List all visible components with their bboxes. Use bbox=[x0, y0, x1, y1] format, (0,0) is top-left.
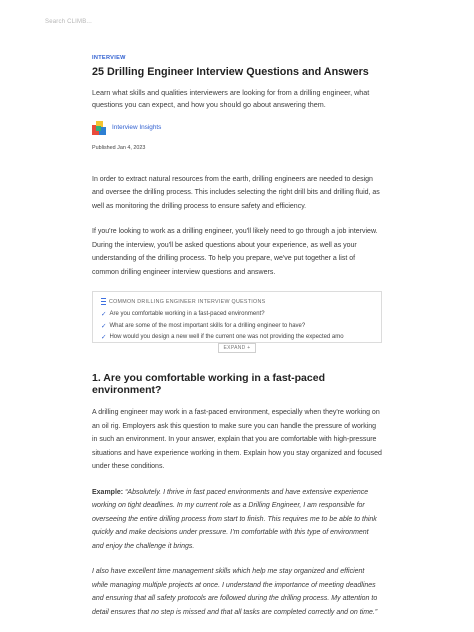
toc-item[interactable] bbox=[101, 309, 373, 321]
example-paragraph-2: I also have excellent time management skills which help me stay organized and efficient while managing multiple projects at once. I understand the importance of meeting deadlines and ensuring that all safety protocols are followed during the drilling process. My attention to detail ensures that no step is missed and that all tasks are completed correctly and on time.” bbox=[92, 568, 378, 616]
section-heading: 1. Are you comfortable working in a fast-paced environment? bbox=[92, 372, 325, 397]
toc-header-label: COMMON DRILLING ENGINEER INTERVIEW QUESTIONS bbox=[109, 298, 266, 305]
intro-paragraph-2: If you're looking to work as a drilling engineer, you'll likely need to go through a job interview. During the interview, you'll be asked questions about your experience, as well as your understanding of the drilling process. To help you prepare, we've put together a list of common drilling engineer interview questions and answers. bbox=[92, 228, 378, 276]
example-text: “Absolutely. I thrive in fast paced environments and have extensive experience working on tight deadlines. In my current role as a Drilling Engineer, I am responsible for overseeing the entire drilling process from start to finish. This requires me to be able to think quickly and make decisions under pressure. I’m comfortable with this type of environment and enjoy the challenge it brings. bbox=[92, 488, 377, 550]
article-subtitle: Learn what skills and qualities interviewers are looking for from a drilling engineer, what questions you can expect, and how you should go about answering them. bbox=[92, 87, 370, 109]
article-category[interactable]: INTERVIEW bbox=[92, 55, 126, 61]
interview-insights-logo-icon bbox=[92, 121, 106, 135]
author-byline[interactable] bbox=[92, 121, 382, 135]
check-icon: ✓ bbox=[101, 334, 107, 342]
toc-item-label[interactable]: What are some of the most important skills for a drilling engineer to have? bbox=[109, 322, 306, 329]
article bbox=[92, 55, 382, 631]
section-body: A drilling engineer may work in a fast-paced environment, especially when they're working on an oil rig. Employers ask this question to make sure you can handle the pressure of working in such an environment. In your answer, explain that you are comfortable with high-pressure situations and have experience working in them. Explain how you stay organized and focused under these conditions. bbox=[92, 409, 382, 471]
intro-paragraph-1: In order to extract natural resources from the earth, drilling engineers are needed to design and oversee the drilling process. This includes selecting the right drill bits and drilling fluid, as well as monitoring the drilling process to ensure safety and efficiency. bbox=[92, 175, 380, 210]
table-of-contents bbox=[92, 291, 382, 343]
toc-item[interactable] bbox=[101, 332, 373, 343]
toc-header bbox=[101, 298, 373, 305]
author-name[interactable]: Interview Insights bbox=[112, 124, 162, 132]
toc-item-label[interactable]: Are you comfortable working in a fast-paced environment? bbox=[109, 311, 265, 318]
check-icon: ✓ bbox=[101, 311, 107, 319]
toc-item-label[interactable]: How would you design a new well if the current one was not providing the expected amo bbox=[109, 334, 344, 341]
example-paragraph bbox=[92, 486, 382, 554]
published-date: Published Jan 4, 2023 bbox=[92, 144, 146, 151]
expand-button[interactable]: EXPAND + bbox=[218, 343, 257, 353]
example-label: Example: bbox=[92, 488, 124, 496]
check-icon: ✓ bbox=[101, 322, 107, 330]
search-input[interactable]: Search CLIMB... bbox=[45, 19, 93, 25]
page-title: 25 Drilling Engineer Interview Questions and Answers bbox=[92, 66, 369, 78]
list-icon bbox=[101, 298, 106, 305]
toc-item[interactable] bbox=[101, 321, 373, 333]
